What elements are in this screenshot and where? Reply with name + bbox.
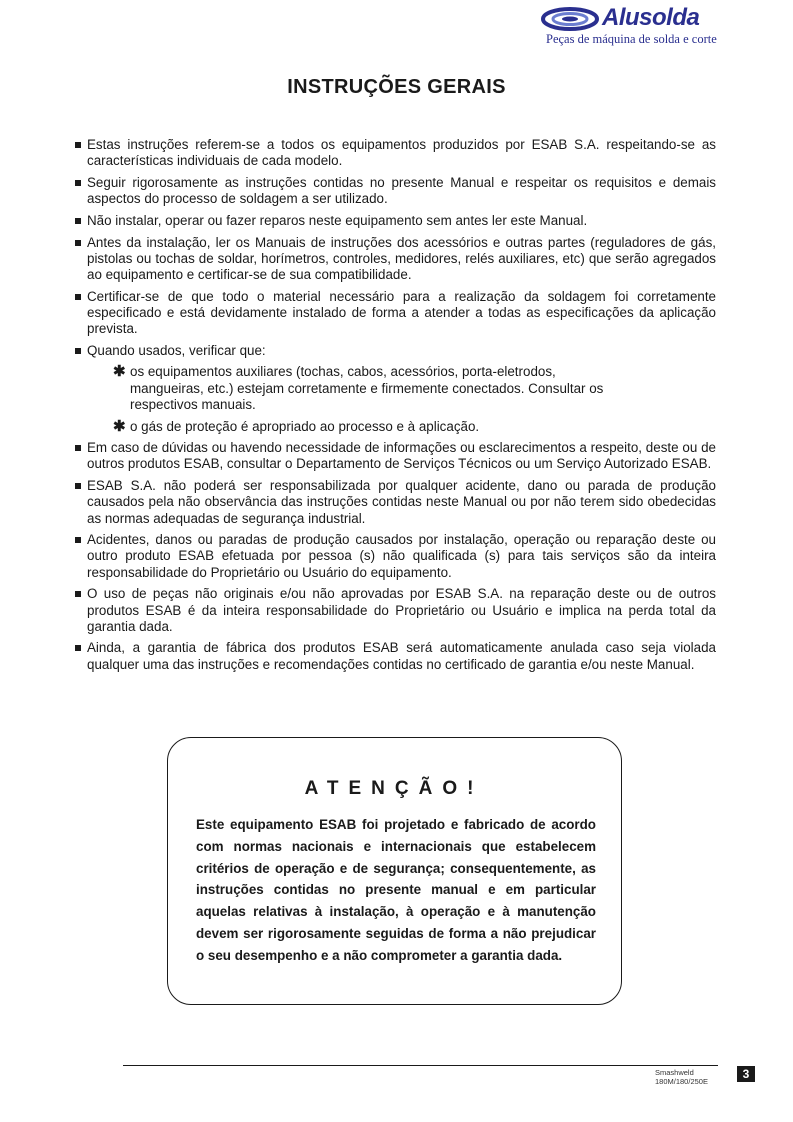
bullet-square-icon — [75, 591, 81, 597]
footer-model-info — [655, 1068, 708, 1086]
list-item: Seguir rigorosamente as instruções contidas no presente Manual e respeitar os requisitos e demais aspectos do processo de soldagem a ser utilizado. — [75, 175, 716, 207]
asterisk-icon: ✱ — [113, 417, 126, 435]
attention-text: Este equipamento ESAB foi projetado e fabricado de acordo com normas nacionais e internacionais que estabelecem critérios de operação e de segurança; consequentemente, as instruções contidas no presente manual e em particular aquelas relativas à instalação, à operação e à manutenção devem ser rigorosamente seguidas de forma a não prejudicar o seu desempenho e a não comprometer a garantia dada. — [196, 817, 596, 963]
page-title: INSTRUÇÕES GERAIS — [287, 76, 506, 98]
bullet-square-icon — [75, 240, 81, 246]
list-item: Acidentes, danos ou paradas de produção causados por instalação, operação ou reparação deste ou outro produto ESAB efetuada por pessoa (s) não qualificada (s) para tais serviços são da inteira responsabilidade do Proprietário ou Usuário do equipamento. — [75, 532, 716, 581]
list-item: Ainda, a garantia de fábrica dos produtos ESAB será automaticamente anulada caso seja violada qualquer uma das instruções e recomendações contidas no certificado de garantia e/ou neste Manual. — [75, 640, 716, 672]
brand-name: Alusolda — [602, 4, 700, 31]
bullet-square-icon — [75, 294, 81, 300]
list-item: Estas instruções referem-se a todos os equipamentos produzidos por ESAB S.A. respeitando-se as características individuais de cada modelo. — [75, 137, 716, 169]
bullet-square-icon — [75, 180, 81, 186]
list-item: Em caso de dúvidas ou havendo necessidade de informações ou esclarecimentos a respeito, deste ou de outros produtos ESAB, consultar o Departamento de Serviços Técnicos ou um Serviço Autorizado ESAB. — [75, 440, 716, 472]
instructions-list — [75, 137, 716, 678]
bullet-square-icon — [75, 142, 81, 148]
brand-tagline: Peças de máquina de solda e corte — [546, 32, 717, 46]
bullet-square-icon — [75, 645, 81, 651]
list-item: O uso de peças não originais e/ou não aprovadas por ESAB S.A. na reparação deste ou de outros produtos ESAB é da inteira responsabilidade do Proprietário ou Usuário e implica na perda total da garantia dada. — [75, 586, 716, 635]
bullet-square-icon — [75, 218, 81, 224]
check-item: ✱ os equipamentos auxiliares (tochas, cabos, acessórios, porta-eletrodos, mangueiras, etc.) estejam corretamente e firmemente conectados. Consultar os respectivos manuais. — [113, 363, 604, 412]
list-item: Antes da instalação, ler os Manuais de instruções dos acessórios e outras partes (reguladores de gás, pistolas ou tochas de soldar, horímetros, controles, medidores, relés auxiliares, etc) que serão agregados ao equipamento e certificar-se de sua compatibilidade. — [75, 235, 716, 284]
footer-product: Smashweld — [655, 1068, 694, 1077]
footer-model: 180M/180/250E — [655, 1077, 708, 1086]
list-item: Quando usados, verificar que: — [75, 343, 716, 359]
bullet-square-icon — [75, 537, 81, 543]
logo-swirl-icon — [540, 4, 604, 32]
asterisk-icon: ✱ — [113, 363, 126, 381]
list-item: Não instalar, operar ou fazer reparos neste equipamento sem antes ler este Manual. — [75, 213, 716, 229]
bullet-square-icon — [75, 348, 81, 354]
page-number: 3 — [737, 1066, 755, 1082]
brand-logo — [540, 2, 745, 48]
list-item: ESAB S.A. não poderá ser responsabilizada por qualquer acidente, dano ou parada de produção causados pela não observância das instruções contidas neste Manual ou por não terem sido obedecidas as normas adequadas de segurança industrial. — [75, 478, 716, 527]
bullet-square-icon — [75, 445, 81, 451]
footer-divider — [123, 1065, 718, 1066]
attention-title: ATENÇÃO! — [304, 778, 484, 799]
check-item: ✱ o gás de proteção é apropriado ao processo e à aplicação. — [113, 417, 480, 435]
attention-box — [167, 737, 622, 1005]
list-item: Certificar-se de que todo o material necessário para a realização da soldagem foi corretamente especificado e está devidamente instalado de forma a atender a todas as especificações da aplicação prevista. — [75, 289, 716, 338]
bullet-square-icon — [75, 483, 81, 489]
